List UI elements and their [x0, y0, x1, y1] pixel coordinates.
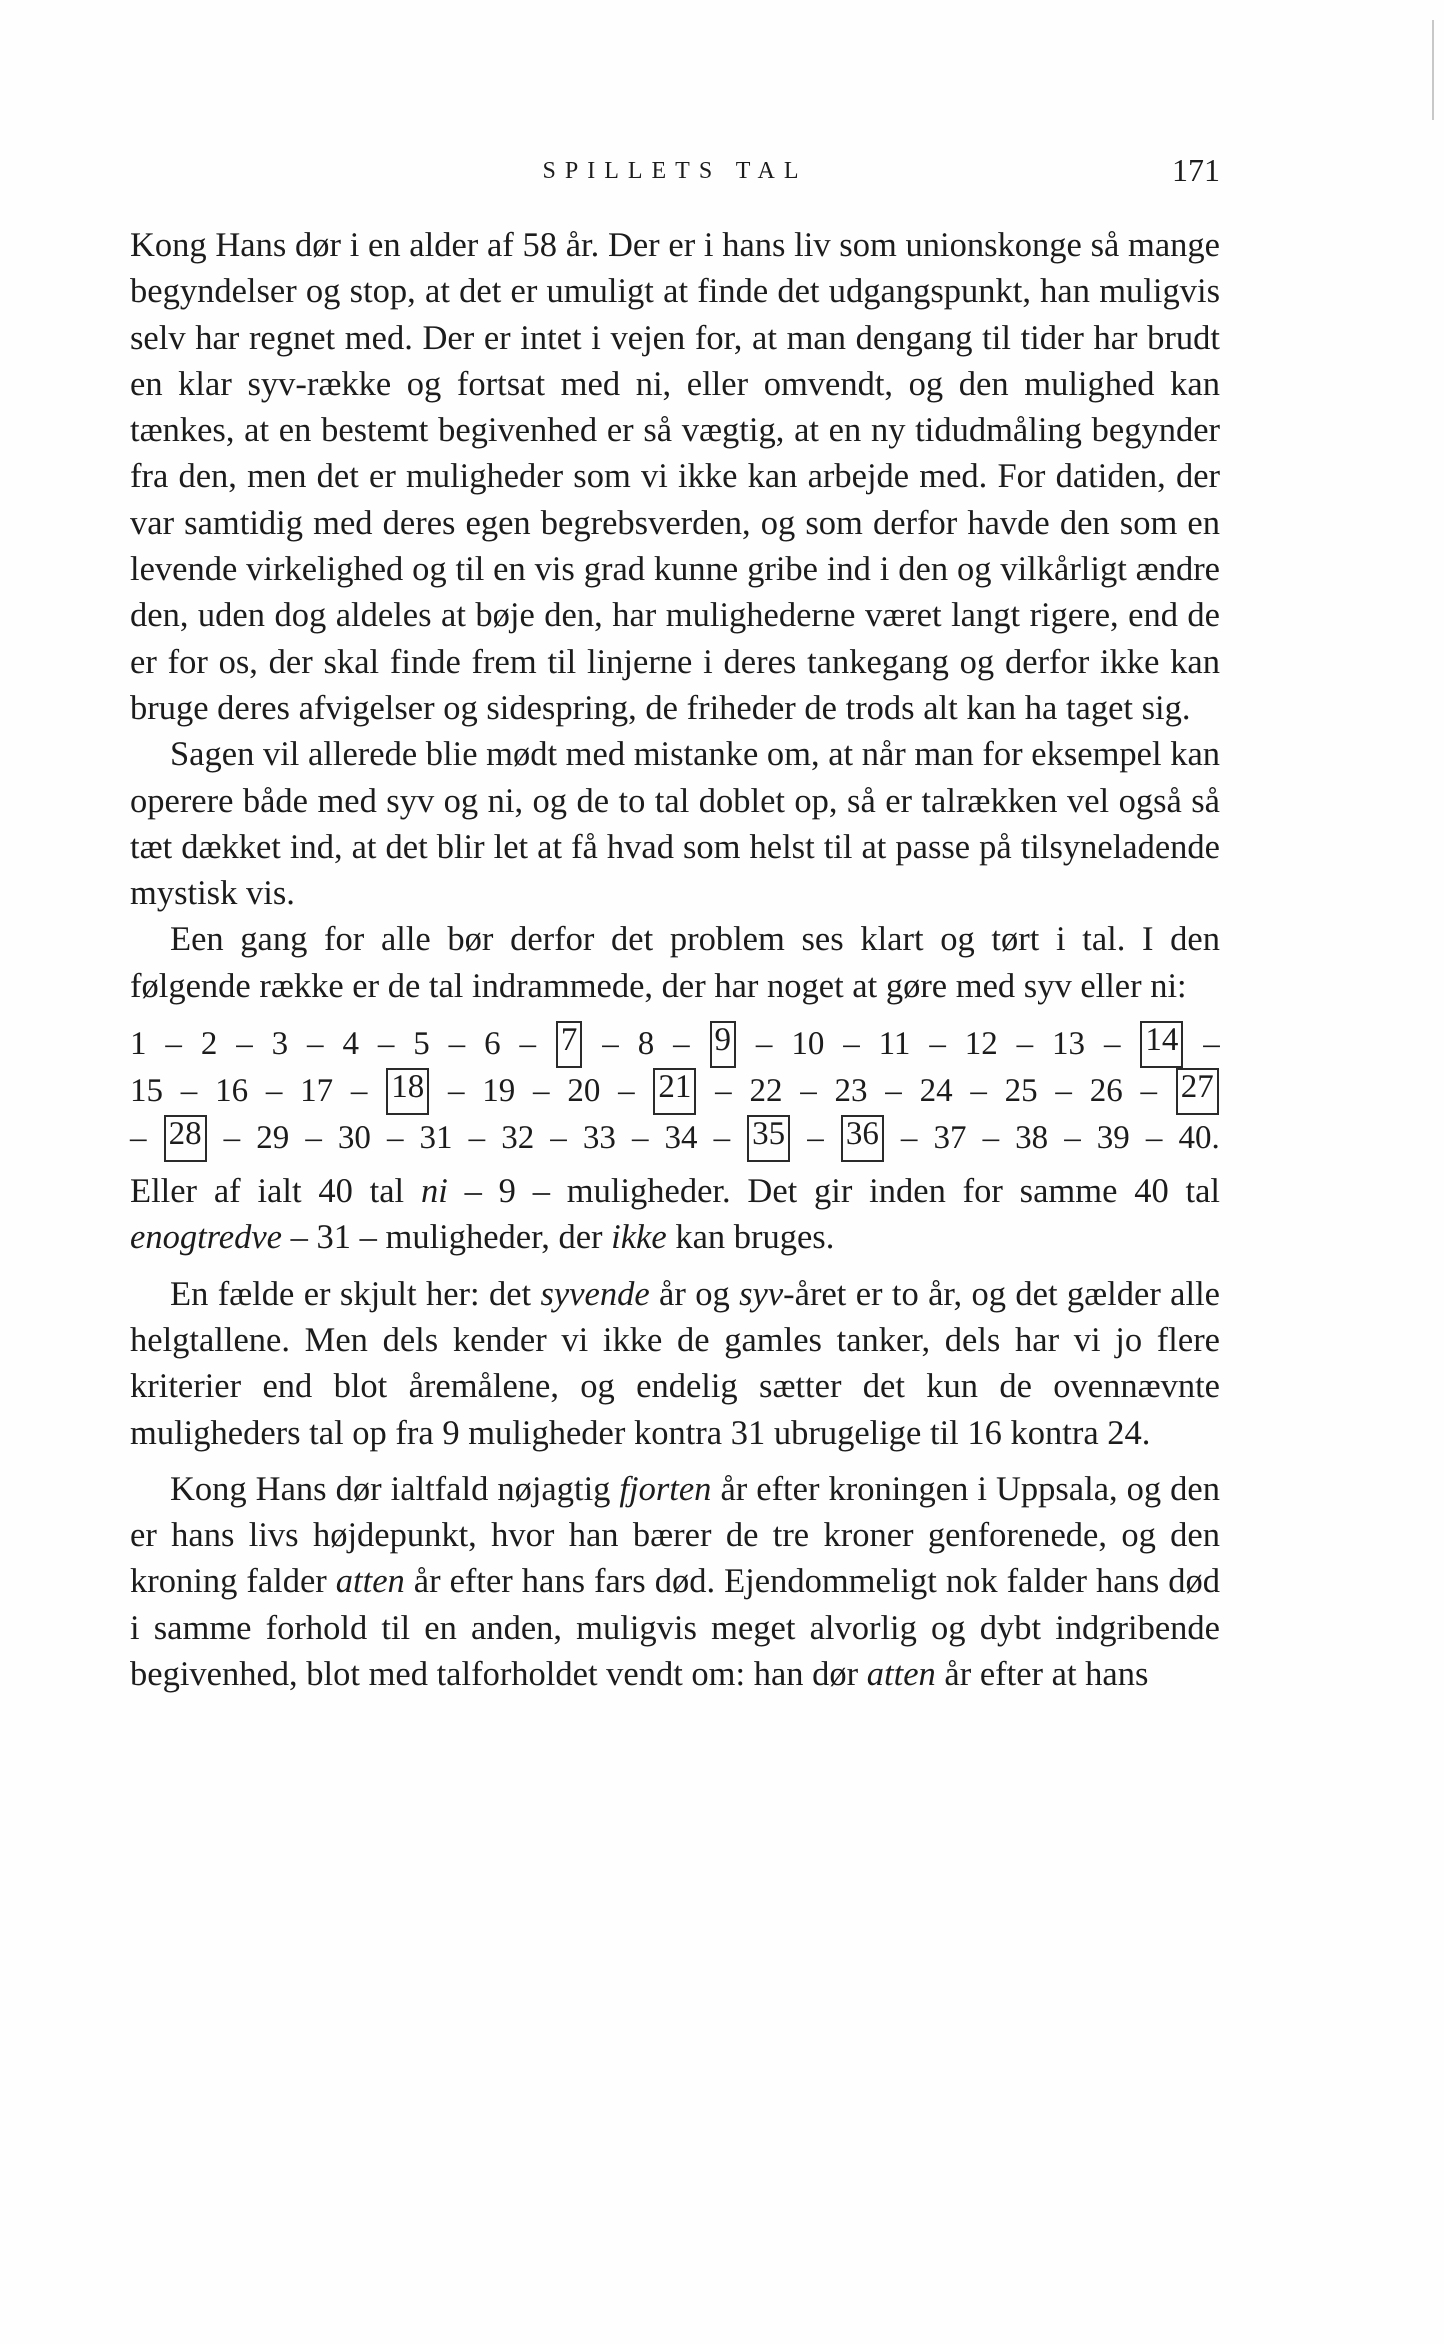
number: 33	[582, 1120, 616, 1157]
dash: –	[165, 1026, 182, 1063]
dash: –	[1103, 1026, 1121, 1063]
dash: –	[1064, 1120, 1081, 1157]
dash: –	[533, 1073, 550, 1110]
dash: –	[1145, 1120, 1163, 1157]
number: 4	[342, 1026, 359, 1063]
dash: –	[386, 1120, 404, 1157]
page-number: 171	[1172, 152, 1220, 188]
paragraph: Eller af ialt 40 tal ni – 9 – muligheder. Det gir inden for samme 40 tal enogtredve – 31 – muligheder, der ikke kan bruges.	[130, 1172, 1220, 1257]
number: 25	[1004, 1073, 1038, 1110]
sequence-line	[130, 1068, 1220, 1115]
dash: –	[715, 1073, 732, 1110]
dash: –	[843, 1026, 860, 1063]
number: 1	[130, 1026, 147, 1063]
dash: –	[807, 1120, 824, 1157]
number: 26	[1089, 1073, 1123, 1110]
number: 38	[1015, 1120, 1049, 1157]
page-edge-mark	[1432, 20, 1434, 120]
number: 22	[749, 1073, 783, 1110]
number: 10	[791, 1026, 825, 1063]
framed-number: 27	[1176, 1068, 1219, 1115]
dash: –	[1016, 1026, 1034, 1063]
number: 19	[482, 1073, 516, 1110]
number: 29	[256, 1120, 290, 1157]
paragraph: En fælde er skjult her: det syvende år og syv-året er to år, og det gælder alle helgtallene. Men dels kender vi ikke de gamles tanker, dels har vi jo flere kriterier end blot åremålene, og endelig sætter det kun de ovennævnte muligheders tal op fra 9 muligheder kontra 31 ubrugelige til 16 kontra 24.	[130, 1274, 1220, 1452]
dash: –	[602, 1026, 619, 1063]
dash: –	[223, 1120, 241, 1157]
dash: –	[236, 1026, 253, 1063]
number: 23	[834, 1073, 868, 1110]
paragraph: Sagen vil allerede blie mødt med mistanke om, at når man for eksempel kan operere både med syv og ni, og de to tal doblet op, så er talrækken vel også så tæt dækket ind, at det blir let at få hvad som helst til at passe på tilsyneladende mystisk vis.	[130, 735, 1221, 913]
number: 32	[501, 1120, 535, 1157]
paragraph: Kong Hans dør i en alder af 58 år. Der er i hans liv som unionskonge så mange begyndelser og stop, at det er umuligt at finde det udgangspunkt, han muligvis selv har regnet med. Der er intet i vejen for, at man dengang til tider har brudt en klar syv-række og fortsat med ni, eller omvendt, og den mulighed kan tænkes, at en bestemt begivenhed er så vægtig, at en ny tidudmåling begynder fra den, men det er muligheder som vi ikke kan arbejde med. For datiden, der var samtidig med deres egen begrebsverden, og som derfor havde den som en levende virkelighed og til en vis grad kunne gribe ind i den og vilkårligt ændre den, uden dog aldeles at bøje den, har mulighederne været langt rigere, end de er for os, der skal finde frem til linjerne i deres tankegang og derfor ikke kan bruge deres afvigelser og sidespring, de friheder de trods alt kan ha taget sig.	[130, 226, 1220, 727]
number-sequence	[130, 1021, 1220, 1162]
running-title: SPILLETS TAL	[542, 158, 808, 184]
number: 17	[300, 1073, 334, 1110]
number: 2	[200, 1026, 218, 1063]
page-header	[130, 150, 1220, 200]
paragraph: Kong Hans dør ialtfald nøjagtig fjorten år efter kroningen i Uppsala, og den er hans livs højdepunkt, hvor han bærer de tre kroner genforenede, og den kroning falder atten år efter hans fars død. Ejendommeligt nok falder hans død i samme forhold til en anden, muligvis meget alvorlig og dybt indgribende begivenhed, blot med talforholdet vendt om: han dør atten år efter at hans	[130, 1469, 1220, 1694]
framed-number: 28	[164, 1115, 207, 1162]
dash: –	[550, 1120, 567, 1157]
number: 39	[1096, 1120, 1130, 1157]
dash: –	[307, 1026, 324, 1063]
dash: –	[448, 1026, 466, 1063]
number: 34	[664, 1120, 698, 1157]
framed-number: 7	[556, 1021, 583, 1068]
dash: –	[673, 1026, 690, 1063]
number: 15	[130, 1073, 163, 1110]
framed-number: 9	[710, 1021, 737, 1068]
dash: –	[350, 1073, 368, 1110]
dash: –	[618, 1073, 635, 1110]
framed-number: 36	[841, 1115, 884, 1162]
dash: –	[982, 1120, 1000, 1157]
dash: –	[885, 1073, 902, 1110]
dash: –	[180, 1073, 198, 1110]
dash: –	[1055, 1073, 1072, 1110]
number: 37	[933, 1120, 967, 1157]
framed-number: 21	[653, 1068, 696, 1115]
dash: –	[713, 1120, 731, 1157]
dash: –	[377, 1026, 395, 1063]
framed-number: 18	[386, 1068, 429, 1115]
sequence-line	[130, 1115, 1220, 1162]
number: 24	[919, 1073, 953, 1110]
number: 31	[419, 1120, 453, 1157]
dash: –	[130, 1120, 147, 1157]
number: 3	[271, 1026, 289, 1063]
number: 40.	[1178, 1120, 1220, 1157]
number: 8	[637, 1026, 655, 1063]
dash: –	[265, 1073, 283, 1110]
framed-number: 14	[1140, 1021, 1183, 1068]
dash: –	[305, 1120, 322, 1157]
dash: –	[800, 1073, 817, 1110]
dash: –	[631, 1120, 649, 1157]
dash: –	[1140, 1073, 1157, 1110]
paragraph: Een gang for alle bør derfor det problem ses klart og tørt i tal. I den følgende række er de tal indrammede, der har noget at gøre med syv eller ni:	[130, 920, 1220, 1005]
number: 11	[878, 1026, 911, 1063]
dash: –	[900, 1120, 918, 1157]
dash: –	[1203, 1026, 1220, 1063]
dash: –	[755, 1026, 773, 1063]
number: 12	[964, 1026, 998, 1063]
number: 30	[337, 1120, 371, 1157]
body-text	[130, 222, 1220, 1697]
number: 13	[1052, 1026, 1086, 1063]
number: 20	[567, 1073, 601, 1110]
dash: –	[468, 1120, 486, 1157]
dash: –	[519, 1026, 536, 1063]
dash: –	[929, 1026, 946, 1063]
dash: –	[970, 1073, 987, 1110]
number: 16	[215, 1073, 249, 1110]
dash: –	[447, 1073, 465, 1110]
number: 6	[484, 1026, 501, 1063]
number: 5	[413, 1026, 430, 1063]
framed-number: 35	[747, 1115, 790, 1162]
sequence-line	[130, 1021, 1220, 1068]
